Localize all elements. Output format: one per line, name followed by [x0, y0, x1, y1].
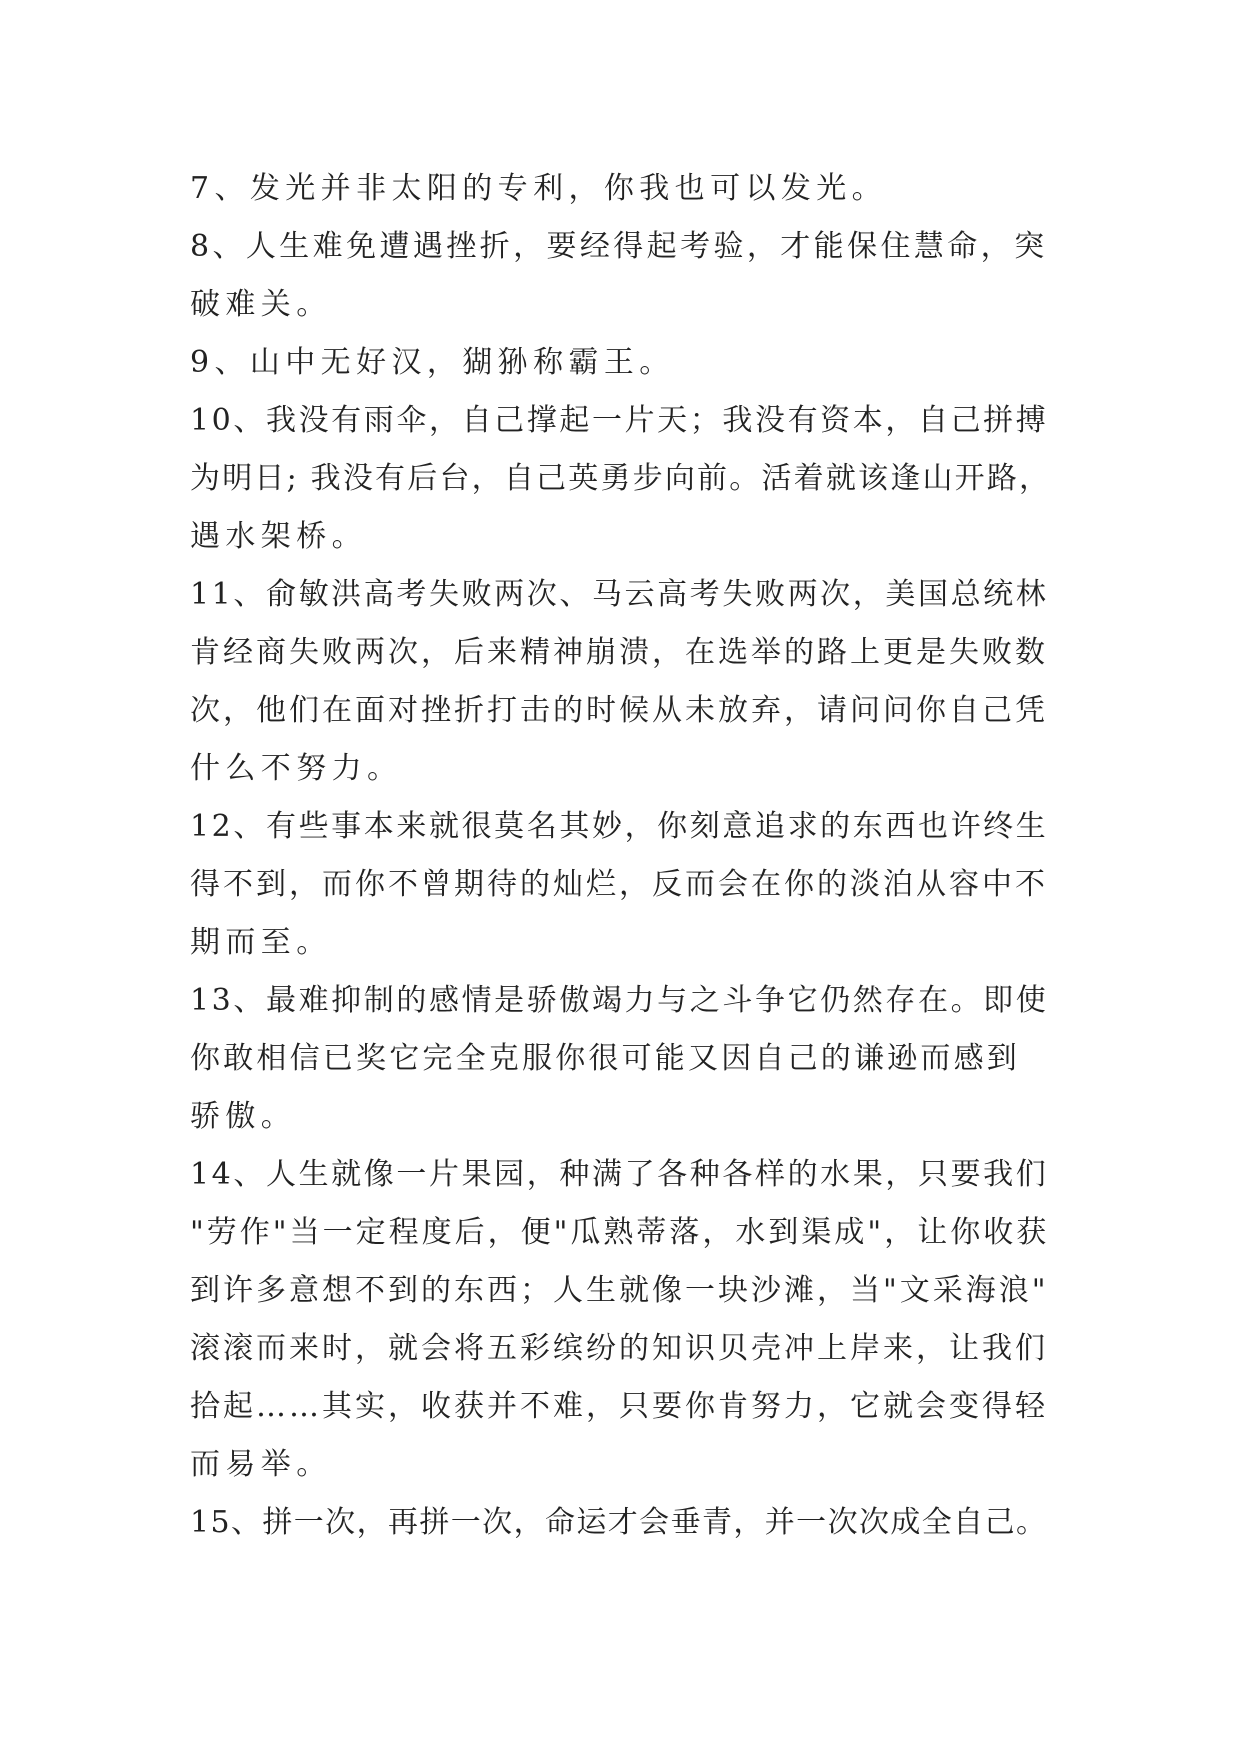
document-body	[190, 160, 1052, 1552]
text-line: 13、最难抑制的感情是骄傲竭力与之斗争它仍然存在。即使	[190, 983, 1049, 1018]
text-line: 破难关。	[190, 287, 332, 322]
text-line: 肯经商失败两次，后来精神崩溃，在选举的路上更是失败数	[190, 635, 1048, 670]
text-line: 11、俞敏洪高考失败两次、马云高考失败两次，美国总统林	[190, 577, 1049, 612]
text-line: 14、人生就像一片果园，种满了各种各样的水果，只要我们	[190, 1157, 1049, 1192]
text-line: 你敢相信已奖它完全克服你很可能又因自己的谦逊而感到	[190, 1041, 1020, 1076]
text-line: 15、拼一次，再拼一次，命运才会垂青，并一次次成全自己。	[190, 1505, 1048, 1540]
text-line: 骄傲。	[190, 1099, 297, 1134]
text-line: 什么不努力。	[190, 751, 403, 786]
text-line: 10、我没有雨伞，自己撑起一片天；我没有资本，自己拼搏	[190, 403, 1049, 438]
text-line: 到许多意想不到的东西；人生就像一块沙滩，当"文采海浪"	[190, 1273, 1049, 1308]
text-line: 遇水架桥。	[190, 519, 367, 554]
text-line: 而易举。	[190, 1447, 332, 1482]
text-line: 7、发光并非太阳的专利，你我也可以发光。	[190, 171, 888, 206]
text-line: 拾起……其实，收获并不难，只要你肯努力，它就会变得轻	[190, 1389, 1048, 1424]
text-line: 12、有些事本来就很莫名其妙，你刻意追求的东西也许终生	[190, 809, 1049, 844]
text-line: 得不到，而你不曾期待的灿烂，反而会在你的淡泊从容中不	[190, 867, 1048, 902]
text-line: 滚滚而来时，就会将五彩缤纷的知识贝壳冲上岸来，让我们	[190, 1331, 1048, 1366]
text-line: 为明日; 我没有后台，自己英勇步向前。活着就该逢山开路，	[190, 461, 1052, 496]
text-line: 次，他们在面对挫折打击的时候从未放弃，请问问你自己凭	[190, 693, 1048, 728]
text-line: 期而至。	[190, 925, 332, 960]
text-line: 8、人生难免遭遇挫折，要经得起考验，才能保住慧命，突	[190, 229, 1048, 264]
text-line: "劳作"当一定程度后，便"瓜熟蒂落，水到渠成"，让你收获	[190, 1215, 1050, 1250]
text-line: 9、山中无好汉，猢狲称霸王。	[190, 345, 675, 380]
